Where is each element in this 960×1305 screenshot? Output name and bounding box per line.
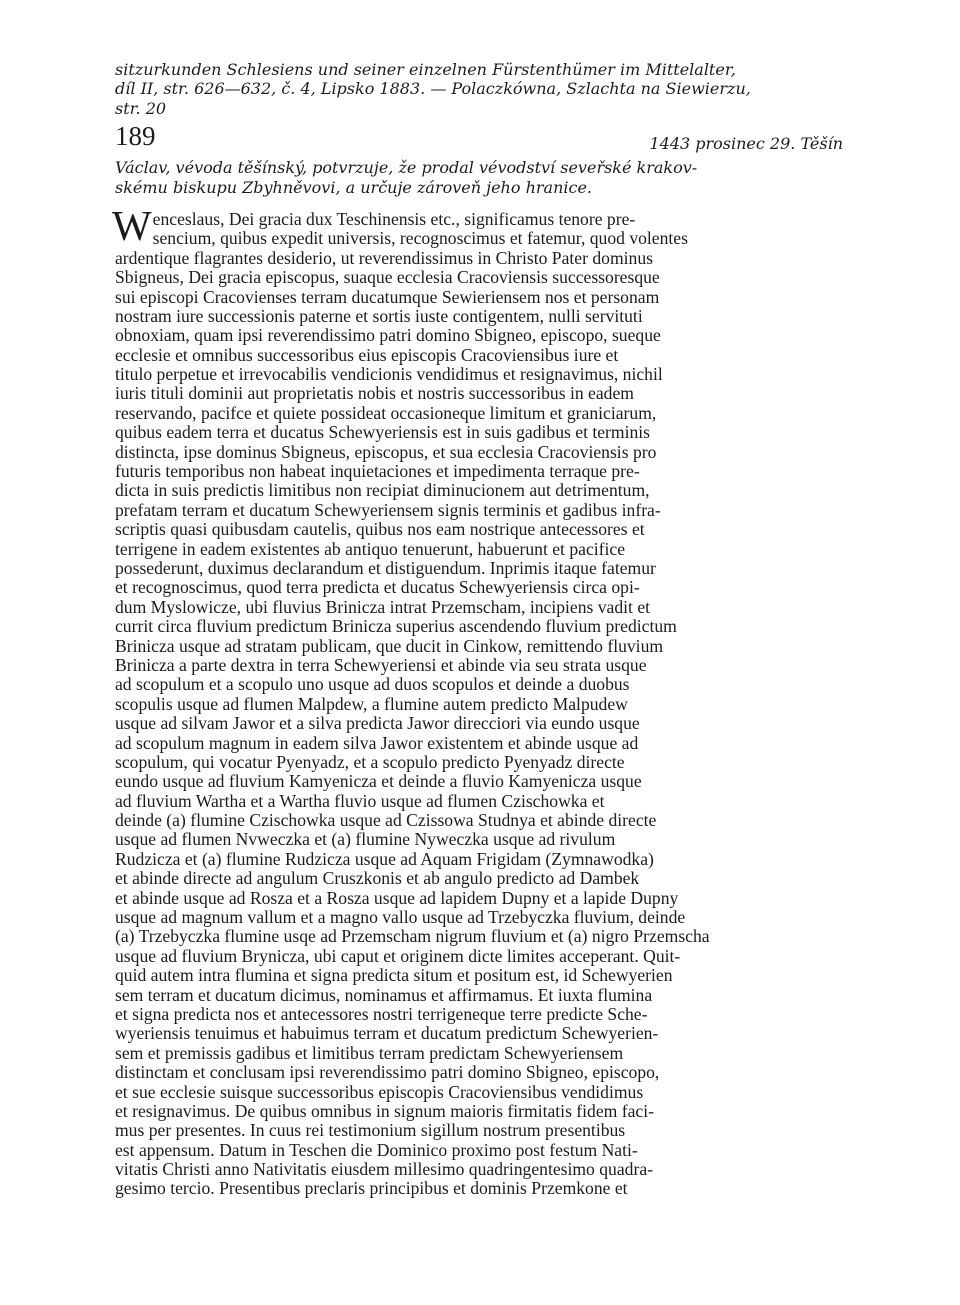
charter-line: vitatis Christi anno Nativitatis eiusdem millesimo quadringentesimo quadra- <box>115 1159 653 1180</box>
charter-line: scriptis quasi quibusdam cautelis, quibus nos eam nostrique antecessores et <box>115 519 645 540</box>
charter-line: eundo usque ad fluvium Kamyenicza et deinde a fluvio Kamyenicza usque <box>115 771 642 792</box>
charter-line: mus per presentes. In cuus rei testimonium sigillum nostrum presentibus <box>115 1120 626 1141</box>
charter-line: ardentique flagrantes desiderio, ut reverendissimus in Christo Pater dominus <box>115 247 653 268</box>
charter-line: scopulis usque ad flumen Malpdew, a flumine autem predicto Malpudew <box>115 693 628 714</box>
charter-line: obnoxiam, quam ipsi reverendissimo patri domino Sbigneo, episcopo, sueque <box>115 325 661 346</box>
charter-line: Brinicza usque ad stratam publicam, que ducit in Cinkow, remittendo fluvium <box>115 635 664 656</box>
charter-line: nostram iure successionis paterne et sortis iuste contigentem, nulli servituti <box>115 305 643 326</box>
summary-line: Václav, vévoda těšínský, potvrzuje, že prodal vévodství seveřské krakov- <box>115 158 698 178</box>
regest-summary <box>115 158 843 197</box>
charter-line: usque ad flumen Nvweczka et (a) flumine Nyweczka usque ad rivulum <box>115 829 616 850</box>
charter-line: dicta in suis predictis limitibus non recipiat diminucionem aut detrimentum, <box>115 480 650 501</box>
charter-line: possederunt, duximus declarandum et distiguendum. Inprimis itaque fatemur <box>115 557 656 578</box>
charter-line: enceslaus, Dei gracia dux Teschinensis etc., significamus tenore pre- <box>152 208 636 229</box>
charter-line: Rudzicza et (a) flumine Rudzicza usque ad Aquam Frigidam (Zymnawodka) <box>115 848 654 869</box>
charter-line: Brinicza a parte dextra in terra Schewyeriensi et abinde via seu strata usque <box>115 654 647 675</box>
charter-line: distincta, ipse dominus Sbigneus, episcopus, et sua ecclesia Cracoviensis pro <box>115 441 657 462</box>
charter-line: scopulum, qui vocatur Pyenyadz, et a scopulo predicto Pyenyadz directe <box>115 751 625 772</box>
charter-line: ad fluvium Wartha et a Wartha fluvio usque ad flumen Czischowka et <box>115 790 605 811</box>
charter-line: (a) Trzebyczka flumine usqe ad Przemscham nigrum fluvium et (a) nigro Przemscha <box>115 926 710 947</box>
charter-line: usque ad magnum vallum et a magno vallo usque ad Trzebyczka fluvium, deinde <box>115 907 686 928</box>
charter-line: sem terram et ducatum dicimus, nominamus et affirmamus. Et iuxta flumina <box>115 984 653 1005</box>
summary-line: skému biskupu Zbyhněvovi, a určuje zároveň jeho hranice. <box>115 177 593 197</box>
charter-line: et resignavimus. De quibus omnibus in signum maioris firmitatis fidem faci- <box>115 1100 654 1121</box>
charter-line: prefatam terram et ducatum Schewyeriensem signis terminis et gadibus infra- <box>115 499 661 520</box>
document-page <box>112 60 843 1199</box>
charter-line: usque ad fluvium Brynicza, ubi caput et originem dicte limites acceperant. Quit- <box>115 945 681 966</box>
charter-line: currit circa fluvium predictum Brinicza superius ascendendo fluvium predictum <box>115 616 677 637</box>
charter-line: et signa predicta nos et antecessores nostri terrigeneque terre predicte Sche- <box>115 1003 648 1024</box>
charter-line: et sue ecclesie suisque successoribus episcopis Cracoviensibus vendidimus <box>115 1081 644 1102</box>
bibliography-line: sitzurkunden Schlesiens und seiner einzelnen Fürstenthümer im Mittelalter, <box>115 60 736 79</box>
charter-line: Sbigneus, Dei gracia episcopus, suaque ecclesia Cracoviensis successoresque <box>115 267 660 288</box>
bibliography-note <box>115 60 843 118</box>
charter-line: sem et premissis gadibus et limitibus terram predictam Schewyeriensem <box>115 1042 624 1063</box>
charter-line: distinctam et conclusam ipsi reverendissimo patri domino Sbigneo, episcopo, <box>115 1062 660 1083</box>
charter-line: ad scopulum et a scopulo uno usque ad duos scopulos et deinde a duobus <box>115 674 630 695</box>
drop-cap: W <box>112 203 152 250</box>
charter-text <box>112 203 843 1199</box>
bibliography-line: díl II, str. 626—632, č. 4, Lipsko 1883. — Polaczkówna, Szlachta na Siewierzu, <box>115 79 751 99</box>
charter-line: quid autem intra flumina et signa predicta situm et positum est, id Schewyerien <box>115 965 673 986</box>
charter-line: et abinde directe ad angulum Cruszkonis et ab angulo predicto ad Dambek <box>115 868 640 889</box>
charter-line: reservando, pacifce et quiete possideat occasioneque limitum et graniciarum, <box>115 402 657 423</box>
charter-line: deinde (a) flumine Czischowka usque ad Czissowa Studnya et abinde directe <box>115 810 657 831</box>
charter-line: ecclesie et omnibus successoribus eius episcopis Cracoviensibus iure et <box>115 344 619 365</box>
charter-line: et abinde usque ad Rosza et a Rosza usque ad lapidem Dupny et a lapide Dupny <box>115 887 679 908</box>
charter-line: terrigene in eadem existentes ab antiquo tenuerunt, habuerunt et pacifice <box>115 538 626 559</box>
charter-line: sencium, quibus expedit universis, recognoscimus et fatemur, quod volentes <box>152 228 688 249</box>
charter-line: sui episcopi Cracovienses terram ducatumque Sewieriensem nos et personam <box>115 286 660 307</box>
charter-line: est appensum. Datum in Teschen die Dominico proximo post festum Nati- <box>115 1139 638 1160</box>
document-number: 189 <box>115 121 156 152</box>
charter-line: titulo perpetue et irrevocabilis vendicionis vendidimus et resignavimus, nichil <box>115 364 663 385</box>
charter-line: et recognoscimus, quod terra predicta et ducatus Schewyeriensis circa opi- <box>115 577 640 598</box>
charter-line: ad scopulum magnum in eadem silva Jawor existentem et abinde usque ad <box>115 732 639 753</box>
charter-line: quibus eadem terra et ducatus Schewyeriensis est in suis gadibus et terminis <box>115 422 651 443</box>
charter-line: usque ad silvam Jawor et a silva predicta Jawor direcciori via eundo usque <box>115 713 640 734</box>
charter-line: iuris tituli dominii aut proprietatis nobis et nostris successoribus in eadem <box>115 383 634 404</box>
charter-line: wyeriensis tenuimus et habuimus terram et ducatum predictum Schewyerien- <box>115 1023 659 1044</box>
charter-line: dum Myslowicze, ubi fluvius Brinicza intrat Przemscham, incipiens vadit et <box>115 596 651 617</box>
charter-line: gesimo tercio. Presentibus preclaris principibus et dominis Przemkone et <box>115 1178 628 1199</box>
charter-line: futuris temporibus non habeat inquietaciones et impedimenta terraque pre- <box>115 461 640 482</box>
date-place-line: 1443 prosinec 29. Těšín <box>649 134 843 154</box>
document-heading <box>115 120 843 158</box>
bibliography-line: str. 20 <box>115 98 167 118</box>
